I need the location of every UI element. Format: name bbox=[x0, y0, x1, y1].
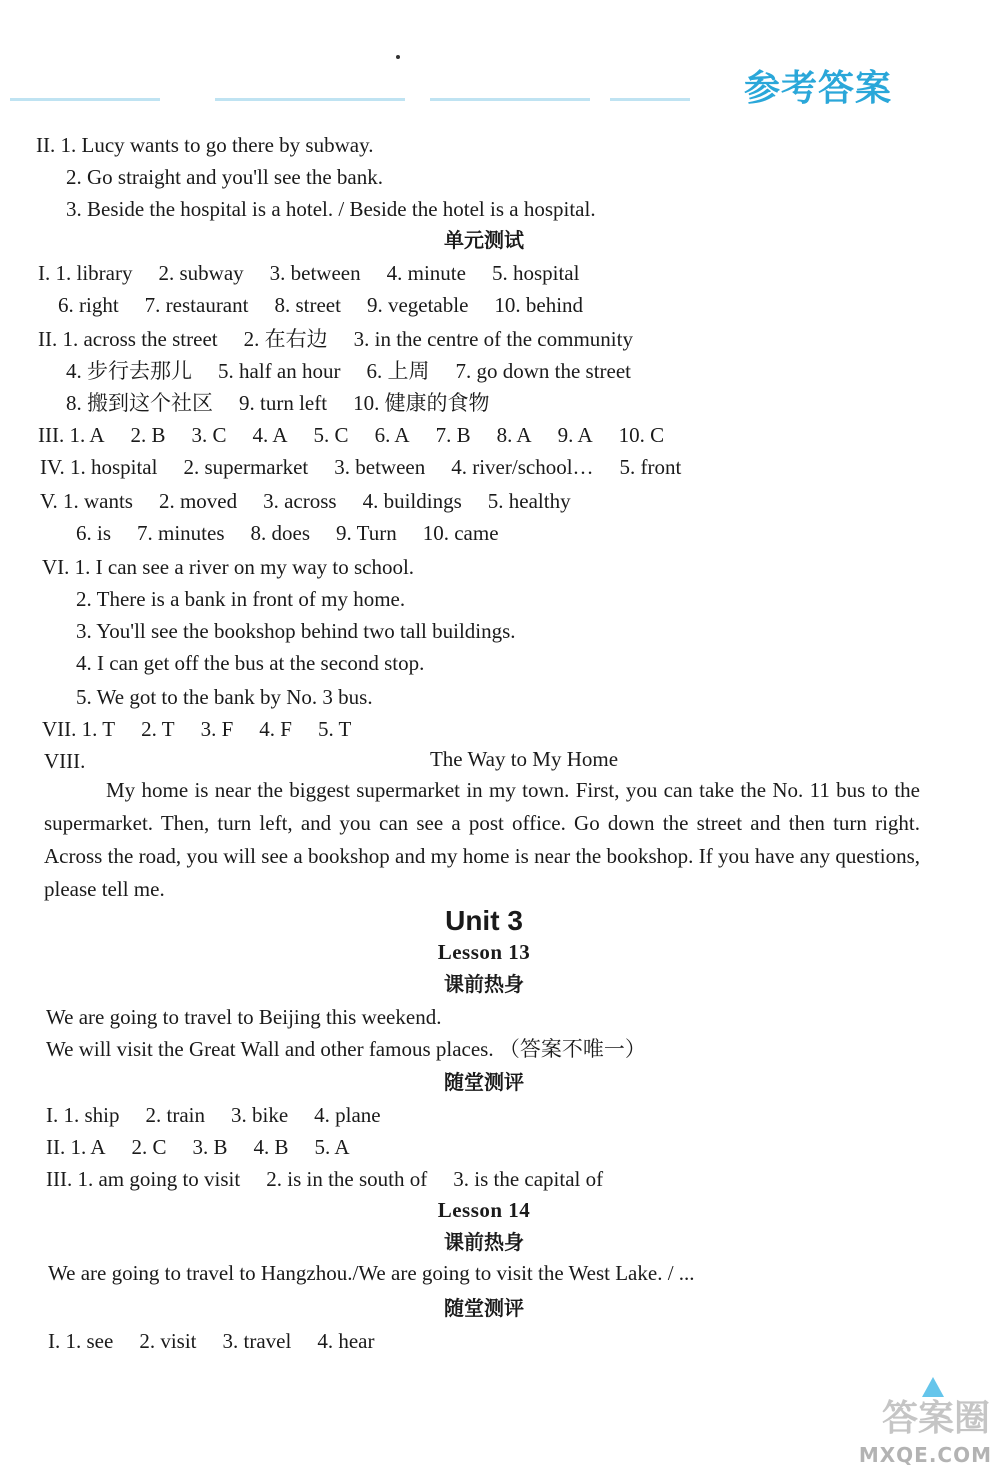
answer-item: 9. Turn bbox=[336, 521, 397, 545]
answer-item: 3. F bbox=[200, 717, 234, 741]
answer-item: We are going to travel to Beijing this weekend. bbox=[46, 1005, 442, 1029]
answer-item: 4. hear bbox=[317, 1329, 375, 1353]
answer-item: VII. 1. T bbox=[42, 717, 116, 741]
answer-item: 7. minutes bbox=[137, 521, 225, 545]
answer-item: 3. bike bbox=[230, 1103, 289, 1127]
header-title: 参考答案 bbox=[743, 68, 892, 109]
answer-item: 6. A bbox=[374, 423, 410, 447]
answer-line bbox=[66, 196, 596, 222]
answer-item: VIII. bbox=[44, 749, 86, 773]
answer-line bbox=[46, 1102, 381, 1128]
answer-item: 3. between bbox=[334, 455, 426, 479]
essay-title: The Way to My Home bbox=[429, 747, 619, 771]
answer-item: 5. half an hour bbox=[218, 359, 341, 383]
watermark bbox=[852, 1370, 1000, 1475]
answer-item: I. 1. see bbox=[48, 1329, 114, 1353]
answer-item: V. 1. wants bbox=[40, 489, 133, 513]
answer-item: III. 1. A bbox=[38, 423, 105, 447]
answer-line bbox=[46, 1036, 646, 1062]
answer-line bbox=[38, 422, 664, 448]
answer-line bbox=[66, 358, 631, 384]
answer-item: 3. C bbox=[191, 423, 227, 447]
answer-item: 5. T bbox=[317, 717, 352, 741]
answer-item: 7. go down the street bbox=[455, 359, 632, 383]
answer-line bbox=[46, 1134, 350, 1160]
answer-item: VI. 1. I can see a river on my way to school. bbox=[42, 555, 415, 579]
answer-line bbox=[36, 132, 373, 158]
answer-item: 9. A bbox=[557, 423, 593, 447]
answer-item: III. 1. am going to visit bbox=[46, 1167, 241, 1191]
answer-line bbox=[48, 1328, 374, 1354]
answer-line bbox=[40, 488, 571, 514]
answer-item: I. 1. ship bbox=[46, 1103, 120, 1127]
answer-item: IV. 1. hospital bbox=[40, 455, 158, 479]
answer-item: 3. travel bbox=[222, 1329, 292, 1353]
header-dot bbox=[396, 55, 400, 59]
answer-line bbox=[76, 520, 499, 546]
answer-item: 4. minute bbox=[386, 261, 466, 285]
lesson-title: Lesson 14 bbox=[437, 1198, 531, 1222]
answer-item: 5. hospital bbox=[491, 261, 580, 285]
answer-line bbox=[46, 1166, 603, 1192]
answer-item: We will visit the Great Wall and other famous places. （答案不唯一） bbox=[46, 1037, 646, 1061]
answer-item: 10. behind bbox=[494, 293, 584, 317]
answer-item: 8. 搬到这个社区 bbox=[66, 391, 213, 415]
answer-item: 2. subway bbox=[158, 261, 244, 285]
answer-item: II. 1. A bbox=[46, 1135, 106, 1159]
answer-item: 4. buildings bbox=[362, 489, 462, 513]
answer-item: 4. 步行去那儿 bbox=[66, 359, 192, 383]
section-heading: 单元测试 bbox=[444, 228, 524, 252]
answer-item: 3. between bbox=[269, 261, 361, 285]
section-heading: 课前热身 bbox=[444, 1230, 524, 1254]
answer-item: 2. moved bbox=[158, 489, 238, 513]
answer-item: 9. turn left bbox=[239, 391, 328, 415]
answer-item: 5. We got to the bank by No. 3 bus. bbox=[76, 685, 373, 709]
answer-line bbox=[40, 454, 681, 480]
answer-line bbox=[76, 586, 405, 612]
answer-item: I. 1. library bbox=[38, 261, 133, 285]
answer-item: 4. F bbox=[259, 717, 292, 741]
answer-item: 2. is in the south of bbox=[266, 1167, 428, 1191]
answer-line bbox=[76, 684, 373, 710]
answer-item: 8. does bbox=[250, 521, 311, 545]
answer-item: 3. Beside the hospital is a hotel. / Beside the hotel is a hospital. bbox=[66, 197, 596, 221]
answer-line bbox=[42, 554, 414, 580]
answer-item: 3. is the capital of bbox=[453, 1167, 604, 1191]
answer-item: 3. across bbox=[263, 489, 337, 513]
answer-item: 2. C bbox=[131, 1135, 167, 1159]
answer-line bbox=[42, 716, 351, 742]
watermark-url: MXQE.COM bbox=[858, 1443, 992, 1467]
answer-item: 4. I can get off the bus at the second stop. bbox=[76, 651, 425, 675]
watermark-logo: 答案圈 bbox=[881, 1398, 990, 1439]
answer-item: 2. B bbox=[130, 423, 166, 447]
answer-item: 10. C bbox=[618, 423, 665, 447]
answer-item: 5. A bbox=[314, 1135, 350, 1159]
answer-item: 4. B bbox=[253, 1135, 289, 1159]
answer-item: 6. 上周 bbox=[366, 359, 430, 383]
answer-line bbox=[46, 1004, 441, 1030]
answer-item: II. 1. across the street bbox=[38, 327, 218, 351]
answer-item: 5. healthy bbox=[487, 489, 571, 513]
answer-item: 2. There is a bank in front of my home. bbox=[76, 587, 406, 611]
answer-item: 10. came bbox=[422, 521, 499, 545]
section-heading: 随堂测评 bbox=[444, 1070, 524, 1094]
answer-item: 2. visit bbox=[139, 1329, 197, 1353]
answer-item: 8. A bbox=[496, 423, 532, 447]
answer-item: 4. A bbox=[252, 423, 288, 447]
answer-item: 2. T bbox=[141, 717, 175, 741]
essay-paragraph: My home is near the biggest supermarket in my town. First, you can take the No. 11 bus to the supermarket. Then, turn left, and you can see a post office. Go down the street and then turn right. Across the road, you will see a bookshop and my home is near the bookshop. If you have any questions, please tell me. bbox=[44, 778, 920, 901]
unit-title: Unit 3 bbox=[445, 905, 523, 936]
answer-line bbox=[38, 260, 579, 286]
answer-item: 2. train bbox=[145, 1103, 205, 1127]
answer-item: 2. Go straight and you'll see the bank. bbox=[66, 165, 383, 189]
answer-item: 3. B bbox=[192, 1135, 228, 1159]
header-rule bbox=[10, 98, 710, 104]
answer-line bbox=[66, 390, 490, 416]
answer-item: 6. right bbox=[58, 293, 119, 317]
answer-item: 2. 在右边 bbox=[243, 327, 328, 351]
answer-line bbox=[38, 326, 633, 352]
answer-item: 3. You'll see the bookshop behind two tall buildings. bbox=[76, 619, 516, 643]
answer-item: 2. supermarket bbox=[183, 455, 309, 479]
answer-item: 7. restaurant bbox=[144, 293, 249, 317]
answer-item: 5. front bbox=[619, 455, 682, 479]
lesson-title: Lesson 13 bbox=[437, 940, 531, 964]
section-heading: 课前热身 bbox=[444, 972, 524, 996]
section-heading: 随堂测评 bbox=[444, 1296, 524, 1320]
answer-item: 7. B bbox=[435, 423, 471, 447]
answer-item: We are going to travel to Hangzhou./We are going to visit the West Lake. / ... bbox=[48, 1261, 695, 1285]
answer-item: 9. vegetable bbox=[366, 293, 469, 317]
answer-item: 4. plane bbox=[314, 1103, 381, 1127]
answer-item: 3. in the centre of the community bbox=[353, 327, 633, 351]
answer-item: 10. 健康的食物 bbox=[353, 391, 490, 415]
answer-item: 6. is bbox=[76, 521, 112, 545]
answer-line bbox=[48, 1260, 695, 1286]
answer-line bbox=[76, 650, 424, 676]
answer-item: II. 1. Lucy wants to go there by subway. bbox=[36, 133, 374, 157]
answer-line bbox=[76, 618, 516, 644]
answer-line bbox=[58, 292, 583, 318]
answer-item: 4. river/school… bbox=[451, 455, 594, 479]
answer-item: 5. C bbox=[313, 423, 349, 447]
answer-item: 8. street bbox=[274, 293, 341, 317]
answer-line bbox=[66, 164, 383, 190]
